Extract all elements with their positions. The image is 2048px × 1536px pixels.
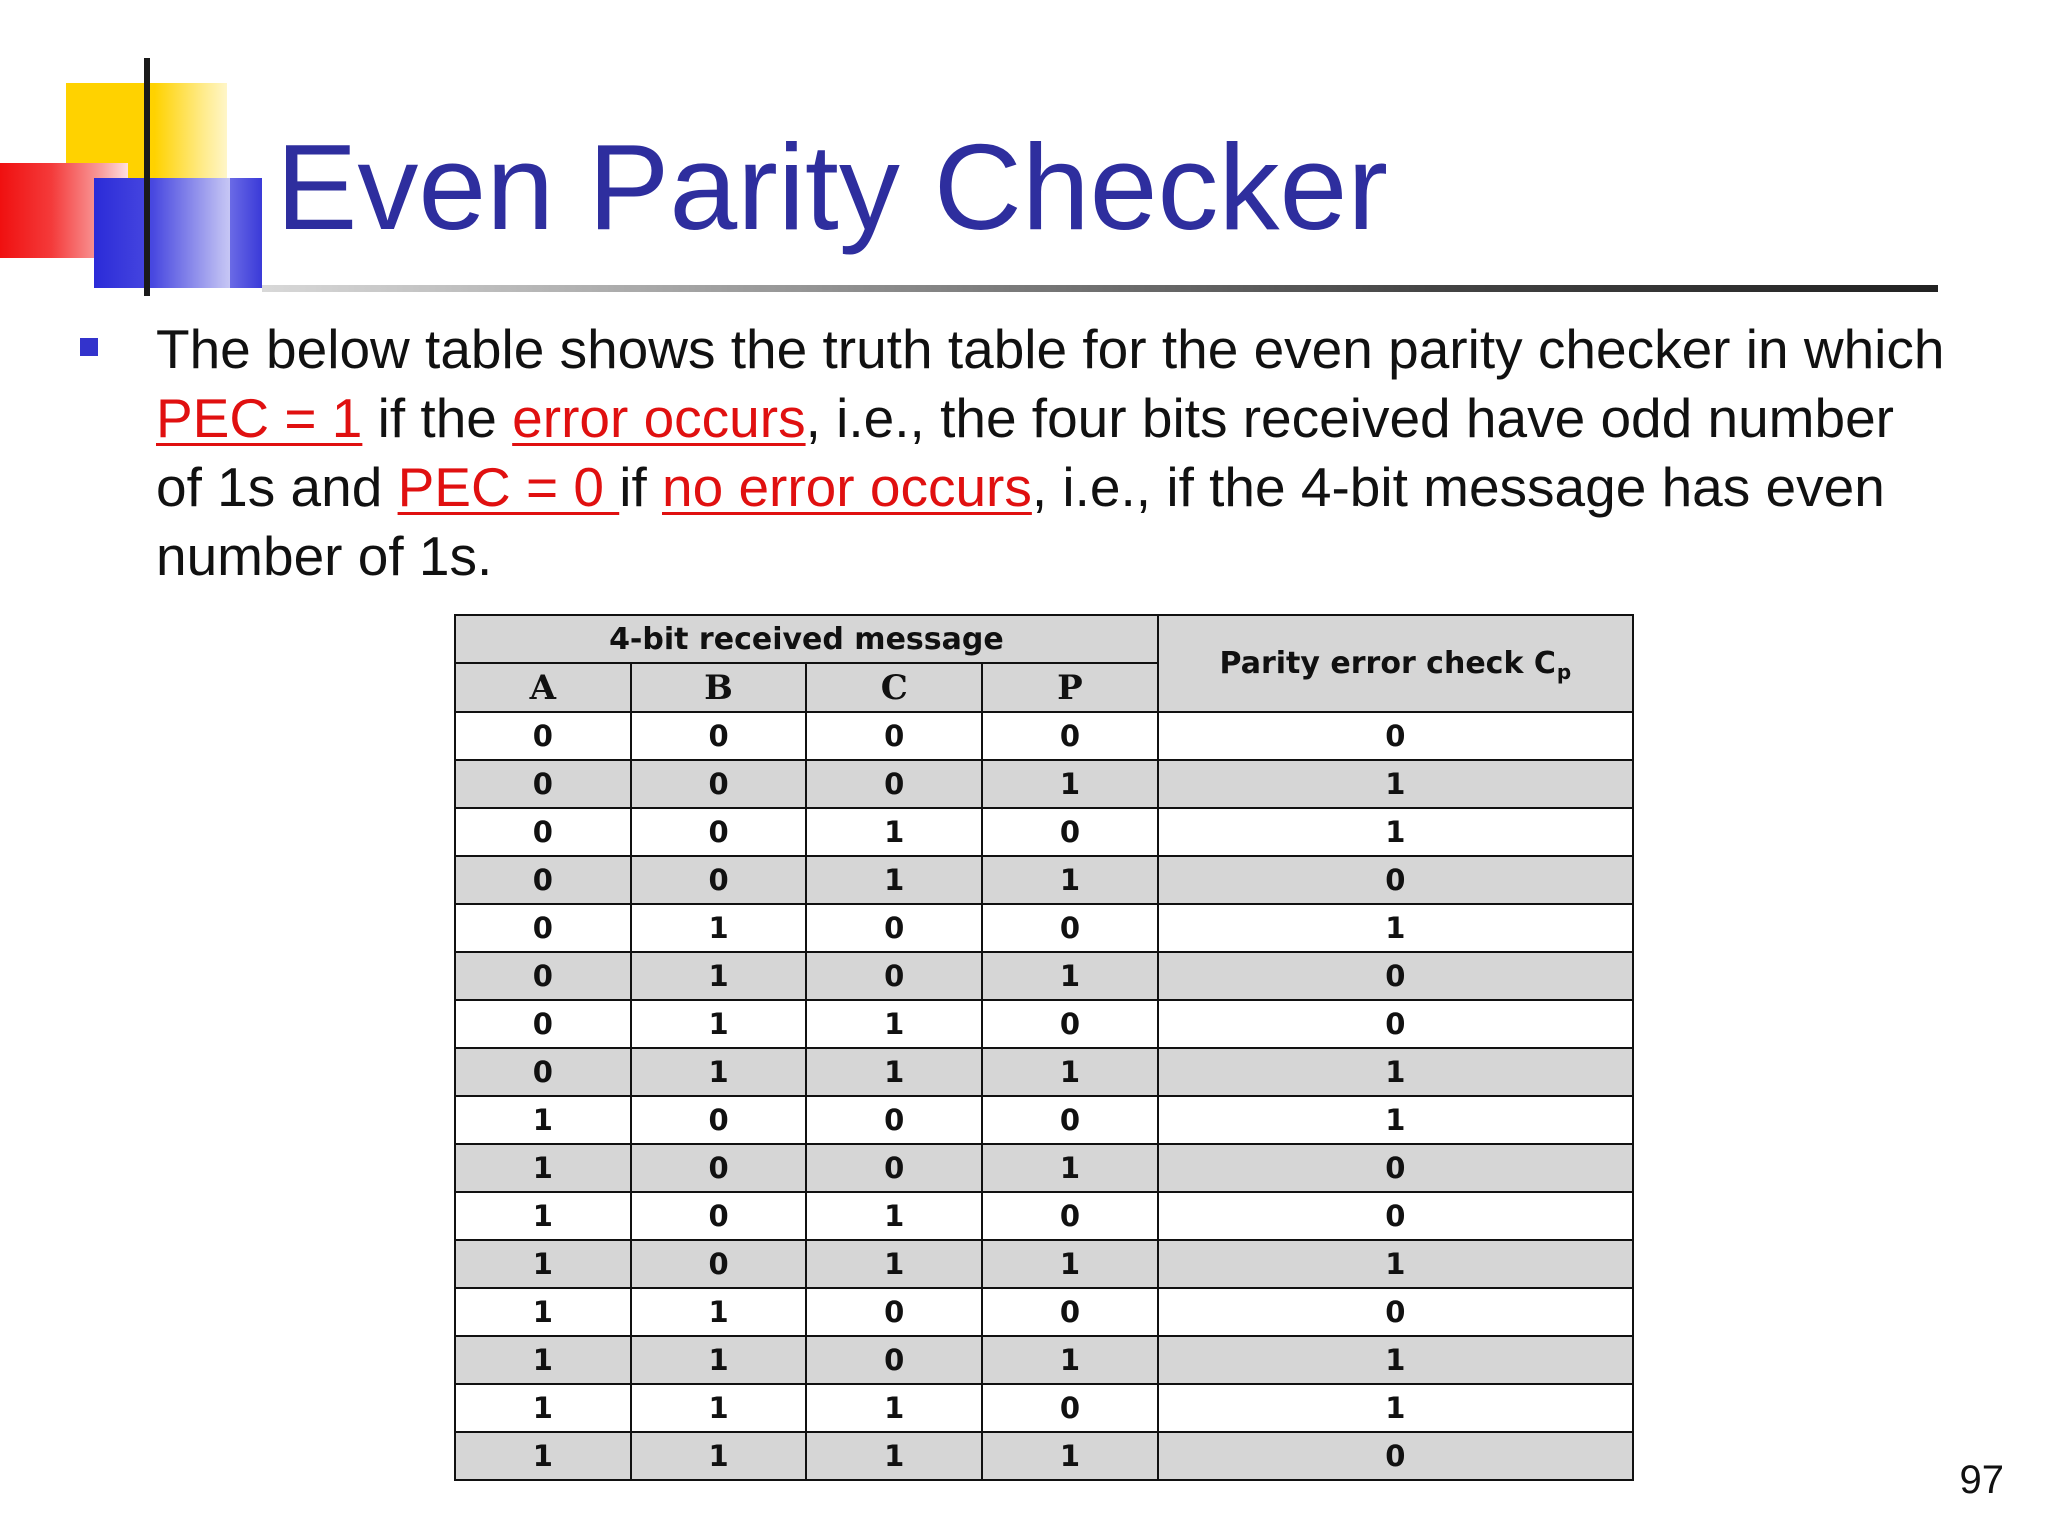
table-cell-bit: 0 bbox=[806, 760, 982, 808]
table-cell-bit: 1 bbox=[455, 1096, 631, 1144]
table-cell-bit: 1 bbox=[455, 1432, 631, 1480]
page-number: 97 bbox=[1959, 1458, 2004, 1502]
table-cell-parity: 1 bbox=[1158, 1384, 1633, 1432]
truth-table-body bbox=[455, 712, 1633, 1480]
table-cell-parity: 1 bbox=[1158, 1096, 1633, 1144]
table-cell-bit: 0 bbox=[631, 856, 807, 904]
table-cell-bit: 1 bbox=[631, 1384, 807, 1432]
table-row bbox=[455, 952, 1633, 1000]
table-cell-parity: 1 bbox=[1158, 1048, 1633, 1096]
table-cell-bit: 0 bbox=[982, 904, 1158, 952]
table-row bbox=[455, 712, 1633, 760]
table-cell-bit: 1 bbox=[806, 1384, 982, 1432]
table-cell-parity: 0 bbox=[1158, 856, 1633, 904]
bullet-text-part: if the bbox=[362, 387, 513, 449]
table-row bbox=[455, 1432, 1633, 1480]
table-cell-bit: 1 bbox=[455, 1144, 631, 1192]
table-row bbox=[455, 856, 1633, 904]
table-cell-bit: 1 bbox=[982, 1240, 1158, 1288]
table-row bbox=[455, 1000, 1633, 1048]
column-header-a: A bbox=[455, 663, 631, 712]
column-header-c: C bbox=[806, 663, 982, 712]
table-cell-bit: 0 bbox=[455, 808, 631, 856]
table-row bbox=[455, 1144, 1633, 1192]
table-cell-parity: 1 bbox=[1158, 760, 1633, 808]
table-cell-bit: 1 bbox=[982, 952, 1158, 1000]
table-cell-bit: 1 bbox=[806, 1000, 982, 1048]
table-cell-parity: 1 bbox=[1158, 808, 1633, 856]
table-cell-parity: 0 bbox=[1158, 1288, 1633, 1336]
table-cell-bit: 1 bbox=[982, 1432, 1158, 1480]
table-cell-bit: 0 bbox=[806, 1096, 982, 1144]
column-header-b: B bbox=[631, 663, 807, 712]
table-cell-bit: 0 bbox=[455, 1000, 631, 1048]
table-row bbox=[455, 808, 1633, 856]
table-row bbox=[455, 1192, 1633, 1240]
group-header: 4-bit received message bbox=[455, 615, 1158, 663]
highlight-no-error-occurs: no error occurs bbox=[662, 456, 1032, 518]
table-row bbox=[455, 1336, 1633, 1384]
result-header-subscript: p bbox=[1556, 660, 1572, 684]
table-cell-bit: 0 bbox=[982, 1000, 1158, 1048]
table-cell-parity: 1 bbox=[1158, 1240, 1633, 1288]
bullet-square-icon bbox=[80, 338, 98, 356]
table-cell-bit: 1 bbox=[806, 1432, 982, 1480]
table-cell-bit: 1 bbox=[806, 856, 982, 904]
table-cell-parity: 0 bbox=[1158, 1192, 1633, 1240]
table-cell-bit: 0 bbox=[982, 1096, 1158, 1144]
table-cell-bit: 1 bbox=[982, 760, 1158, 808]
table-cell-bit: 0 bbox=[631, 808, 807, 856]
table-cell-parity: 0 bbox=[1158, 1144, 1633, 1192]
table-cell-bit: 0 bbox=[806, 712, 982, 760]
table-cell-bit: 1 bbox=[806, 1048, 982, 1096]
truth-table bbox=[454, 614, 1634, 1481]
bullet-text-part: , i.e., if the 4-bit message has even number of 1s. bbox=[156, 456, 1885, 587]
table-cell-bit: 1 bbox=[631, 904, 807, 952]
highlight-pec-1: PEC = 1 bbox=[156, 387, 363, 449]
table-cell-bit: 0 bbox=[631, 712, 807, 760]
table-cell-bit: 1 bbox=[982, 1048, 1158, 1096]
result-header bbox=[1158, 615, 1633, 712]
table-cell-bit: 1 bbox=[631, 1432, 807, 1480]
decor-vertical-line bbox=[144, 58, 150, 296]
table-cell-bit: 0 bbox=[982, 1288, 1158, 1336]
table-cell-bit: 1 bbox=[455, 1288, 631, 1336]
bullet-text-part: if bbox=[619, 456, 662, 518]
table-cell-bit: 1 bbox=[982, 1336, 1158, 1384]
highlight-error-occurs: error occurs bbox=[512, 387, 806, 449]
table-cell-bit: 0 bbox=[455, 712, 631, 760]
table-cell-bit: 0 bbox=[631, 1240, 807, 1288]
table-cell-bit: 0 bbox=[806, 1144, 982, 1192]
table-cell-parity: 1 bbox=[1158, 904, 1633, 952]
bullet-text bbox=[156, 315, 1946, 591]
table-cell-bit: 1 bbox=[982, 856, 1158, 904]
table-row bbox=[455, 904, 1633, 952]
table-cell-bit: 1 bbox=[631, 952, 807, 1000]
table-cell-parity: 0 bbox=[1158, 952, 1633, 1000]
table-row bbox=[455, 1048, 1633, 1096]
table-cell-bit: 1 bbox=[806, 1192, 982, 1240]
table-cell-bit: 0 bbox=[982, 1384, 1158, 1432]
table-cell-bit: 1 bbox=[806, 808, 982, 856]
table-cell-bit: 1 bbox=[631, 1336, 807, 1384]
table-row bbox=[455, 1096, 1633, 1144]
table-cell-bit: 0 bbox=[806, 904, 982, 952]
table-cell-bit: 1 bbox=[631, 1288, 807, 1336]
result-header-label: Parity error check C bbox=[1219, 646, 1556, 681]
table-cell-bit: 0 bbox=[806, 952, 982, 1000]
table-cell-bit: 1 bbox=[806, 1240, 982, 1288]
table-cell-bit: 0 bbox=[631, 1192, 807, 1240]
table-cell-parity: 0 bbox=[1158, 1000, 1633, 1048]
table-cell-bit: 0 bbox=[982, 712, 1158, 760]
table-cell-bit: 1 bbox=[455, 1192, 631, 1240]
table-cell-bit: 0 bbox=[455, 952, 631, 1000]
table-cell-bit: 0 bbox=[631, 760, 807, 808]
slide-title: Even Parity Checker bbox=[276, 119, 1388, 255]
title-underline bbox=[262, 285, 1938, 292]
table-row bbox=[455, 1288, 1633, 1336]
table-cell-bit: 0 bbox=[806, 1336, 982, 1384]
table-cell-bit: 0 bbox=[631, 1144, 807, 1192]
decor-blue-square-edge bbox=[230, 178, 262, 288]
bullet-text-part: The below table shows the truth table for the even parity checker in which bbox=[156, 318, 1945, 380]
table-cell-bit: 0 bbox=[455, 904, 631, 952]
table-cell-bit: 1 bbox=[455, 1240, 631, 1288]
table-cell-parity: 0 bbox=[1158, 712, 1633, 760]
table-cell-bit: 1 bbox=[631, 1000, 807, 1048]
table-cell-bit: 1 bbox=[631, 1048, 807, 1096]
table-cell-bit: 1 bbox=[455, 1384, 631, 1432]
table-cell-bit: 0 bbox=[455, 1048, 631, 1096]
table-row bbox=[455, 1240, 1633, 1288]
table-cell-bit: 1 bbox=[982, 1144, 1158, 1192]
table-row bbox=[455, 760, 1633, 808]
table-row bbox=[455, 1384, 1633, 1432]
table-cell-bit: 0 bbox=[455, 856, 631, 904]
column-header-p: P bbox=[982, 663, 1158, 712]
table-cell-bit: 0 bbox=[806, 1288, 982, 1336]
table-cell-parity: 1 bbox=[1158, 1336, 1633, 1384]
table-cell-bit: 0 bbox=[982, 1192, 1158, 1240]
table-cell-bit: 0 bbox=[455, 760, 631, 808]
table-cell-bit: 0 bbox=[631, 1096, 807, 1144]
table-cell-bit: 0 bbox=[982, 808, 1158, 856]
table-cell-parity: 0 bbox=[1158, 1432, 1633, 1480]
bullet-text-part: , i.e., the four bits received have odd number of 1s and bbox=[156, 387, 1894, 518]
table-cell-bit: 1 bbox=[455, 1336, 631, 1384]
highlight-pec-0: PEC = 0 bbox=[397, 456, 620, 518]
